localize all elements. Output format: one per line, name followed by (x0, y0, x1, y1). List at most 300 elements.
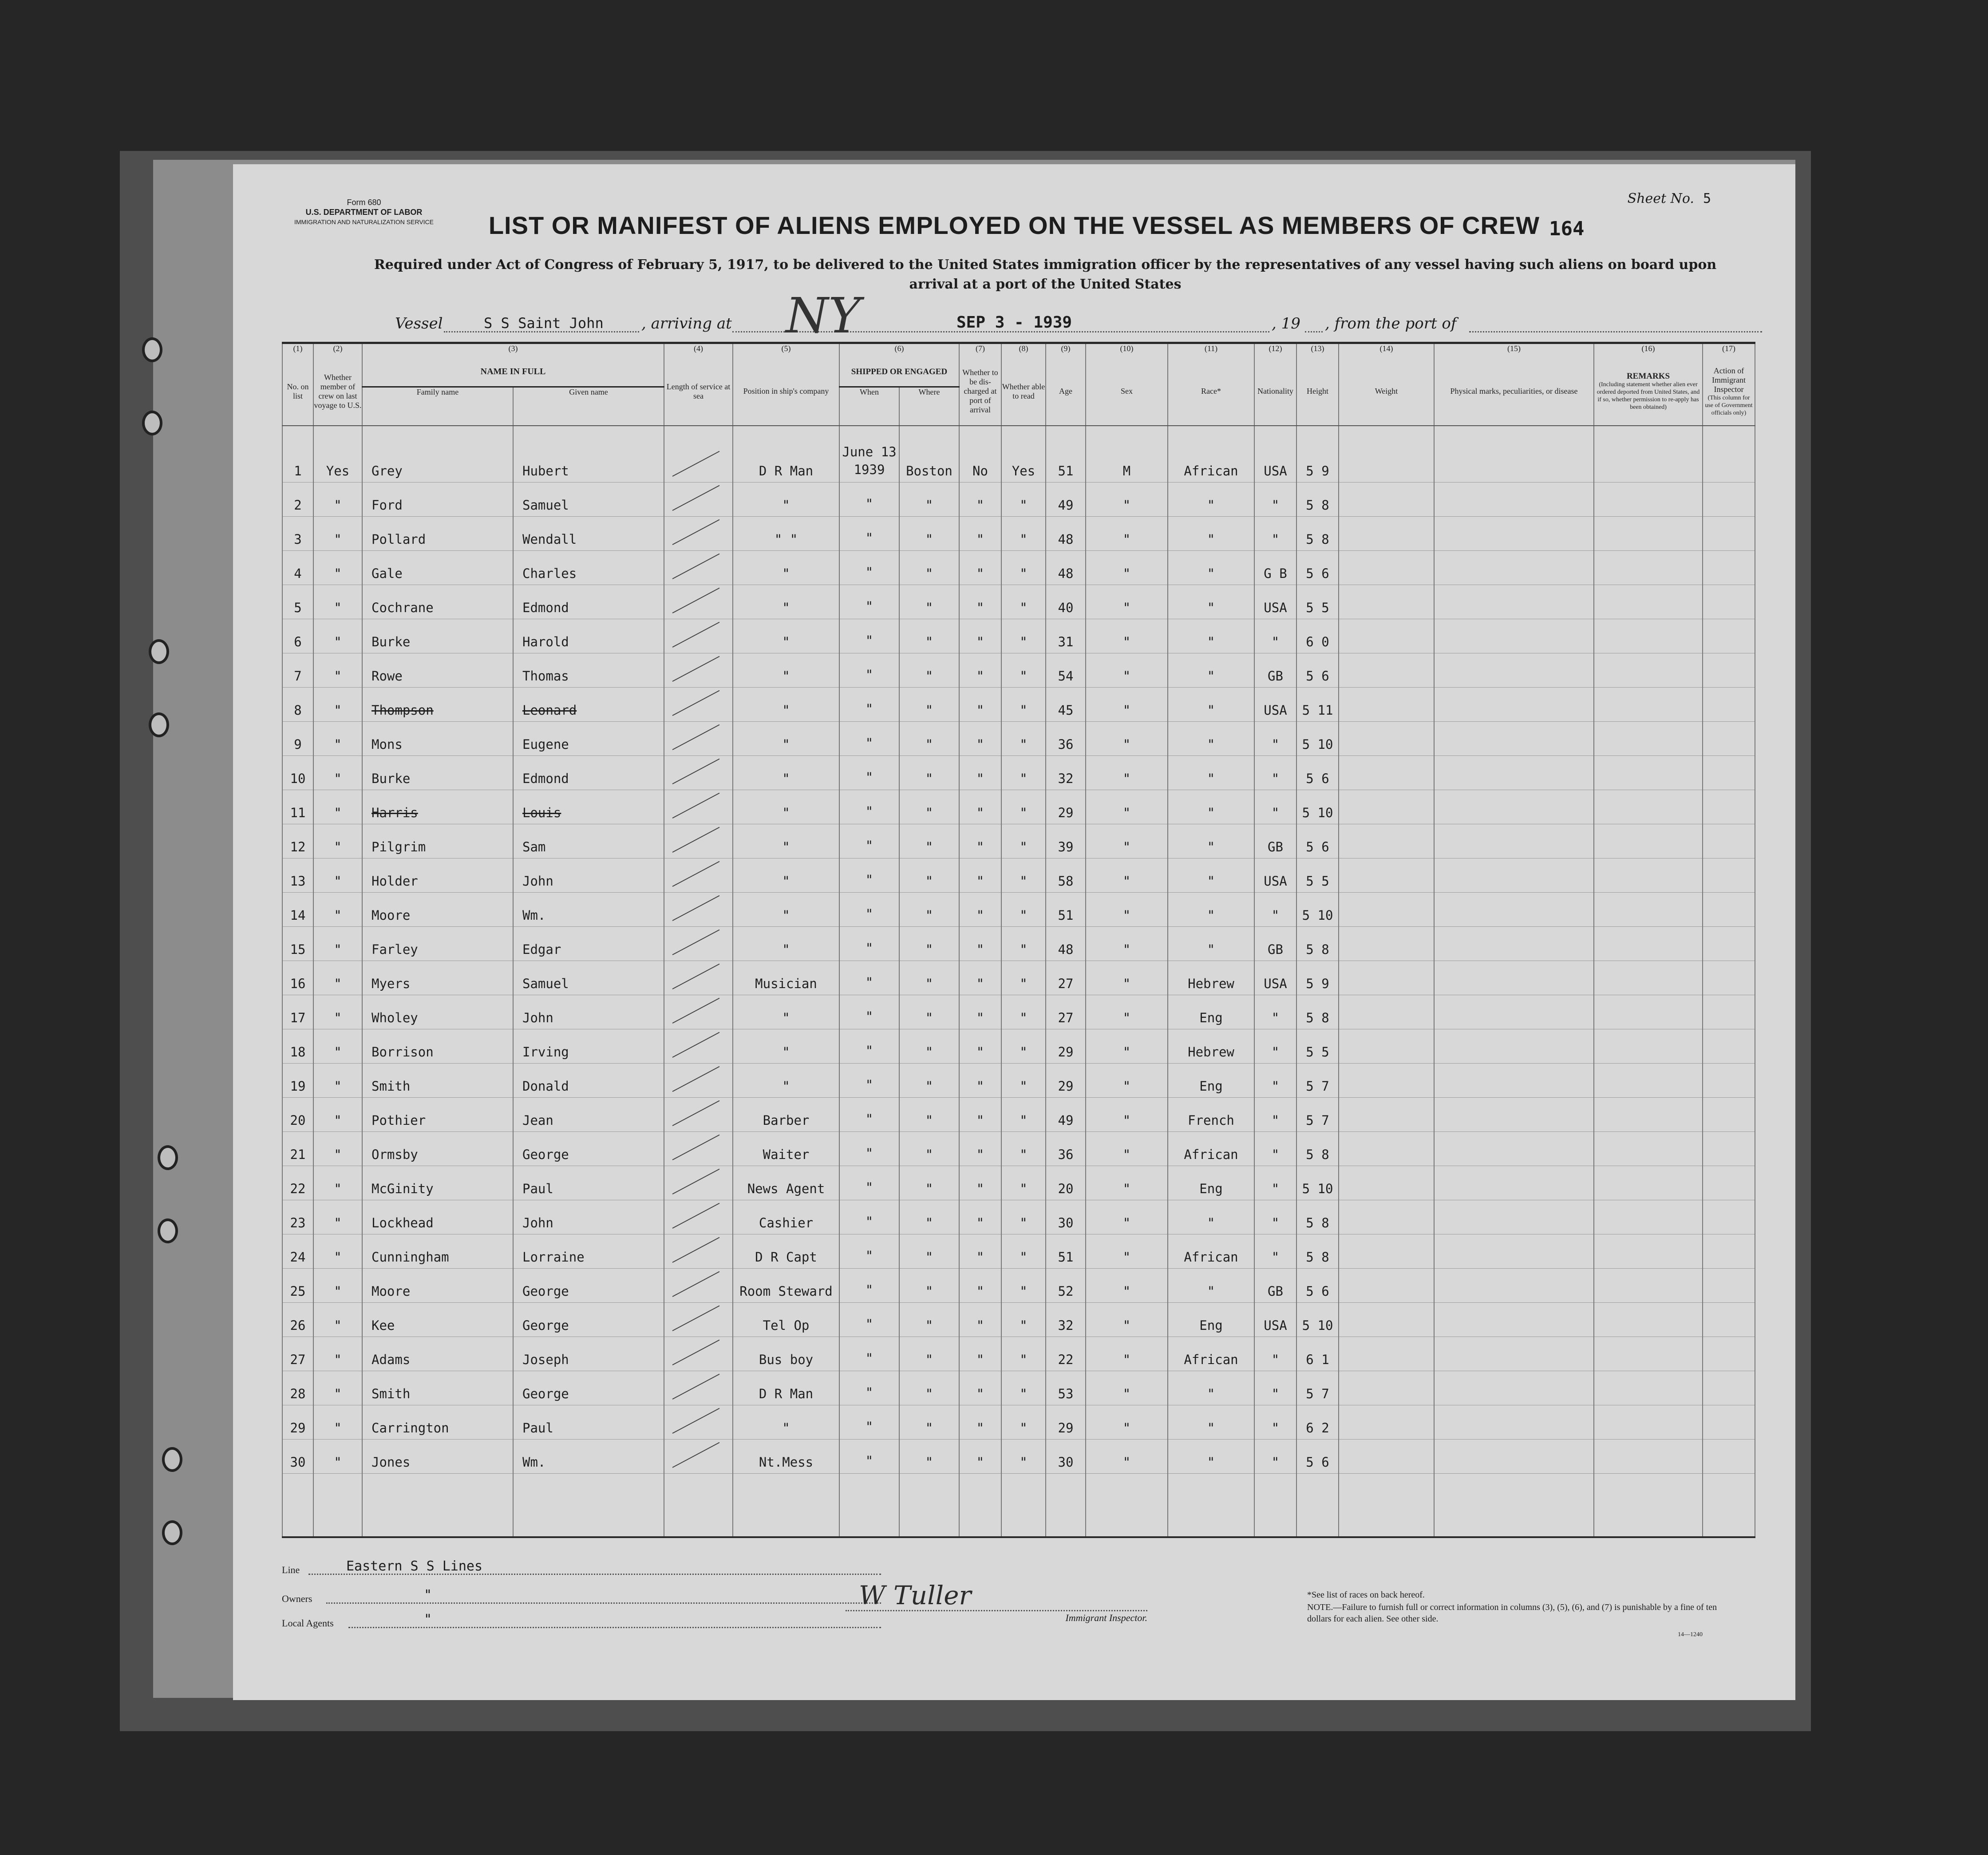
binder-hole (149, 639, 169, 664)
crew-no-cell: 27 (282, 1337, 313, 1371)
sex-cell: " (1086, 483, 1168, 517)
given-name-cell: John (513, 858, 664, 893)
crew-no-cell: 18 (282, 1029, 313, 1064)
remarks-cell (1594, 858, 1703, 893)
family-name-cell: Ormsby (362, 1132, 513, 1166)
height-cell: 5 7 (1296, 1098, 1339, 1132)
able-to-read-cell: " (1001, 1029, 1046, 1064)
footer-line (282, 1558, 881, 1576)
weight-cell (1339, 551, 1434, 585)
header-remarks (1594, 357, 1703, 426)
empty-cell (1046, 1474, 1086, 1538)
age-cell: 40 (1046, 585, 1086, 619)
inspector-action-cell (1703, 517, 1755, 551)
physical-marks-cell (1434, 585, 1594, 619)
length-of-service-cell (664, 1405, 733, 1440)
family-name-cell: Myers (362, 961, 513, 995)
from-port-label: , from the port of (1325, 315, 1457, 332)
shipped-when-cell: " (839, 995, 899, 1029)
pencil-tick-mark (672, 1374, 720, 1400)
position-cell: Barber (733, 1098, 839, 1132)
position-cell: D R Capt (733, 1234, 839, 1269)
inspector-action-cell (1703, 790, 1755, 824)
last-voyage-cell: " (313, 961, 362, 995)
remarks-cell (1594, 1405, 1703, 1440)
remarks-cell (1594, 1166, 1703, 1200)
last-voyage-cell: " (313, 1132, 362, 1166)
race-cell: Eng (1168, 995, 1254, 1029)
empty-cell (1296, 1474, 1339, 1538)
age-cell: 30 (1046, 1200, 1086, 1234)
crew-row (282, 927, 1755, 961)
height-cell: 5 6 (1296, 824, 1339, 858)
able-to-read-cell: " (1001, 1303, 1046, 1337)
nationality-cell: " (1254, 1200, 1296, 1234)
nationality-cell: USA (1254, 1303, 1296, 1337)
position-cell: " (733, 756, 839, 790)
position-cell: Bus boy (733, 1337, 839, 1371)
empty-cell (839, 1474, 899, 1538)
crew-manifest-table (282, 342, 1755, 1538)
height-cell: 5 9 (1296, 426, 1339, 483)
able-to-read-cell: " (1001, 927, 1046, 961)
empty-cell (282, 1474, 313, 1538)
vessel-line (395, 287, 1860, 344)
last-voyage-cell: " (313, 653, 362, 688)
shipped-where-cell: " (899, 1132, 959, 1166)
sex-cell: " (1086, 551, 1168, 585)
pencil-tick-mark (672, 1169, 720, 1194)
binder-hole (149, 712, 169, 737)
col-num-5: (5) (733, 343, 839, 358)
crew-no-cell: 2 (282, 483, 313, 517)
crew-no-cell: 5 (282, 585, 313, 619)
height-cell: 5 8 (1296, 995, 1339, 1029)
discharged-cell: " (959, 551, 1001, 585)
physical-marks-cell (1434, 961, 1594, 995)
header-no-on-list: No. on list (282, 357, 313, 426)
nationality-cell: " (1254, 1337, 1296, 1371)
col-num-3: (3) (362, 343, 664, 358)
height-cell: 6 2 (1296, 1405, 1339, 1440)
length-of-service-cell (664, 824, 733, 858)
remarks-cell (1594, 1234, 1703, 1269)
age-cell: 36 (1046, 722, 1086, 756)
shipped-when-cell: " (839, 1166, 899, 1200)
last-voyage-cell: " (313, 1234, 362, 1269)
race-cell: " (1168, 1405, 1254, 1440)
last-voyage-cell: " (313, 995, 362, 1029)
col-num-2: (2) (313, 343, 362, 358)
crew-no-cell: 19 (282, 1064, 313, 1098)
race-cell: African (1168, 426, 1254, 483)
race-cell: " (1168, 517, 1254, 551)
discharged-cell: " (959, 1440, 1001, 1474)
discharged-cell: " (959, 1029, 1001, 1064)
inspector-action-cell (1703, 824, 1755, 858)
inspector-action-cell (1703, 1405, 1755, 1440)
remarks-cell (1594, 1200, 1703, 1234)
weight-cell (1339, 1337, 1434, 1371)
race-cell: Eng (1168, 1303, 1254, 1337)
last-voyage-cell: " (313, 1166, 362, 1200)
weight-cell (1339, 1405, 1434, 1440)
pencil-tick-mark (672, 1271, 720, 1297)
position-cell: " (733, 1029, 839, 1064)
able-to-read-cell: " (1001, 1337, 1046, 1371)
empty-cell (733, 1474, 839, 1538)
given-name-cell: Harold (513, 619, 664, 653)
length-of-service-cell (664, 1064, 733, 1098)
remarks-cell (1594, 551, 1703, 585)
age-cell: 48 (1046, 551, 1086, 585)
crew-row (282, 1440, 1755, 1474)
col-num-15: (15) (1434, 343, 1594, 358)
header-position: Position in ship's company (733, 357, 839, 426)
race-cell: " (1168, 1440, 1254, 1474)
header-physical-marks: Physical marks, peculiarities, or disease (1434, 357, 1594, 426)
race-cell: Eng (1168, 1064, 1254, 1098)
inspector-action-cell (1703, 1337, 1755, 1371)
col-num-10: (10) (1086, 343, 1168, 358)
last-voyage-cell: " (313, 858, 362, 893)
family-name-cell: Kee (362, 1303, 513, 1337)
inspector-action-cell (1703, 688, 1755, 722)
position-cell: Room Steward (733, 1269, 839, 1303)
shipped-when-cell: " (839, 1371, 899, 1405)
line-label: Line (282, 1564, 300, 1575)
remarks-cell (1594, 1064, 1703, 1098)
form-number: Form 680 (347, 198, 381, 207)
position-cell: D R Man (733, 1371, 839, 1405)
shipped-when-cell: " (839, 1132, 899, 1166)
sex-cell: " (1086, 1269, 1168, 1303)
owners-label: Owners (282, 1593, 312, 1604)
position-cell: " (733, 995, 839, 1029)
physical-marks-cell (1434, 756, 1594, 790)
crew-row (282, 585, 1755, 619)
given-name-cell: George (513, 1371, 664, 1405)
age-cell: 58 (1046, 858, 1086, 893)
age-cell: 48 (1046, 927, 1086, 961)
crew-no-cell: 28 (282, 1371, 313, 1405)
inspector-action-cell (1703, 551, 1755, 585)
given-name-cell: Paul (513, 1166, 664, 1200)
footer-agents (282, 1611, 881, 1629)
empty-cell (1339, 1474, 1434, 1538)
shipped-when-cell: " (839, 619, 899, 653)
stamp-number: 164 (1549, 218, 1585, 240)
discharged-cell: " (959, 585, 1001, 619)
given-name-cell: Wm. (513, 1440, 664, 1474)
shipped-where-cell: " (899, 688, 959, 722)
crew-row (282, 995, 1755, 1029)
discharged-cell: No (959, 426, 1001, 483)
given-name-cell: George (513, 1132, 664, 1166)
sheet-value: 5 (1703, 191, 1711, 206)
age-cell: 29 (1046, 1064, 1086, 1098)
remarks-cell (1594, 653, 1703, 688)
physical-marks-cell (1434, 1132, 1594, 1166)
header-name-in-full: NAME IN FULL (362, 357, 664, 387)
age-cell: 54 (1046, 653, 1086, 688)
given-name-cell: Samuel (513, 483, 664, 517)
physical-marks-cell (1434, 1405, 1594, 1440)
age-cell: 27 (1046, 995, 1086, 1029)
inspector-action-cell (1703, 1166, 1755, 1200)
crew-no-cell: 3 (282, 517, 313, 551)
weight-cell (1339, 1269, 1434, 1303)
length-of-service-cell (664, 1337, 733, 1371)
crew-row (282, 1371, 1755, 1405)
pencil-tick-mark (672, 724, 720, 750)
family-name-cell: Holder (362, 858, 513, 893)
family-name-cell: Gale (362, 551, 513, 585)
crew-no-cell: 25 (282, 1269, 313, 1303)
empty-cell (1594, 1474, 1703, 1538)
age-cell: 48 (1046, 517, 1086, 551)
empty-cell (362, 1474, 513, 1538)
shipped-when-cell: " (839, 653, 899, 688)
remarks-cell (1594, 927, 1703, 961)
crew-no-cell: 22 (282, 1166, 313, 1200)
weight-cell (1339, 961, 1434, 995)
crew-row (282, 1132, 1755, 1166)
race-cell: " (1168, 927, 1254, 961)
header-last-voyage: Whether member of crew on last voyage to U.S. (313, 357, 362, 426)
family-name-cell: Pilgrim (362, 824, 513, 858)
nationality-cell: " (1254, 893, 1296, 927)
remarks-title: REMARKS (1626, 372, 1670, 381)
race-cell: " (1168, 1371, 1254, 1405)
race-cell: " (1168, 1269, 1254, 1303)
col-num-17: (17) (1703, 343, 1755, 358)
able-to-read-cell: " (1001, 688, 1046, 722)
position-cell: " (733, 722, 839, 756)
physical-marks-cell (1434, 653, 1594, 688)
date-stamp: SEP 3 - 1939 (956, 313, 1072, 332)
given-name-cell: Charles (513, 551, 664, 585)
crew-no-cell: 4 (282, 551, 313, 585)
crew-no-cell: 30 (282, 1440, 313, 1474)
length-of-service-cell (664, 1098, 733, 1132)
pencil-tick-mark (672, 1135, 720, 1160)
position-cell: " (733, 927, 839, 961)
race-cell: Eng (1168, 1166, 1254, 1200)
age-cell: 22 (1046, 1337, 1086, 1371)
position-cell: Cashier (733, 1200, 839, 1234)
column-number-row (282, 343, 1755, 358)
shipped-where-cell: " (899, 927, 959, 961)
weight-cell (1339, 756, 1434, 790)
shipped-where-cell: " (899, 551, 959, 585)
sex-cell: " (1086, 653, 1168, 688)
length-of-service-cell (664, 858, 733, 893)
col-num-8: (8) (1001, 343, 1046, 358)
weight-cell (1339, 1200, 1434, 1234)
col-num-6: (6) (839, 343, 959, 358)
physical-marks-cell (1434, 824, 1594, 858)
able-to-read-cell: " (1001, 1200, 1046, 1234)
remarks-cell (1594, 756, 1703, 790)
discharged-cell: " (959, 1234, 1001, 1269)
pencil-tick-mark (672, 588, 720, 613)
shipped-where-cell: " (899, 1269, 959, 1303)
age-cell: 51 (1046, 893, 1086, 927)
age-cell: 49 (1046, 483, 1086, 517)
last-voyage-cell: " (313, 1098, 362, 1132)
empty-cell (1254, 1474, 1296, 1538)
physical-marks-cell (1434, 893, 1594, 927)
discharged-cell: " (959, 1166, 1001, 1200)
shipped-when-cell: June 13 1939 (839, 426, 899, 483)
remarks-cell (1594, 824, 1703, 858)
height-cell: 5 5 (1296, 858, 1339, 893)
last-voyage-cell: " (313, 1405, 362, 1440)
race-cell: " (1168, 688, 1254, 722)
race-cell: " (1168, 893, 1254, 927)
able-to-read-cell: " (1001, 551, 1046, 585)
weight-cell (1339, 927, 1434, 961)
empty-cell (959, 1474, 1001, 1538)
header-weight: Weight (1339, 357, 1434, 426)
length-of-service-cell (664, 1269, 733, 1303)
pencil-tick-mark (672, 451, 720, 477)
remarks-cell (1594, 1132, 1703, 1166)
pencil-tick-mark (672, 690, 720, 716)
pencil-tick-mark (672, 1032, 720, 1058)
inspector-action-cell (1703, 1132, 1755, 1166)
family-name-cell: Grey (362, 426, 513, 483)
sex-cell: " (1086, 1303, 1168, 1337)
given-name-cell: Joseph (513, 1337, 664, 1371)
family-name-cell: Burke (362, 619, 513, 653)
shipped-where-cell: Boston (899, 426, 959, 483)
family-name-cell: Mons (362, 722, 513, 756)
able-to-read-cell: " (1001, 1166, 1046, 1200)
last-voyage-cell: " (313, 1337, 362, 1371)
nationality-cell: GB (1254, 653, 1296, 688)
sex-cell: " (1086, 1405, 1168, 1440)
shipped-where-cell: " (899, 619, 959, 653)
nationality-cell: USA (1254, 426, 1296, 483)
given-name-cell: Louis (513, 790, 664, 824)
crew-no-cell: 24 (282, 1234, 313, 1269)
race-cell: " (1168, 585, 1254, 619)
age-cell: 51 (1046, 426, 1086, 483)
header-shipped-engaged: SHIPPED OR ENGAGED (839, 357, 959, 387)
age-cell: 49 (1046, 1098, 1086, 1132)
position-cell: " (733, 619, 839, 653)
discharged-cell: " (959, 756, 1001, 790)
physical-marks-cell (1434, 858, 1594, 893)
height-cell: 5 6 (1296, 1269, 1339, 1303)
shipped-where-cell: " (899, 1064, 959, 1098)
remarks-cell (1594, 1098, 1703, 1132)
remarks-cell (1594, 688, 1703, 722)
shipped-where-cell: " (899, 961, 959, 995)
arriving-port-handwritten: NY (786, 287, 861, 344)
pencil-tick-mark (672, 656, 720, 682)
physical-marks-cell (1434, 1064, 1594, 1098)
crew-row (282, 1029, 1755, 1064)
nationality-cell: " (1254, 1029, 1296, 1064)
penalty-note: NOTE.—Failure to furnish full or correct information in columns (3), (5), (6), and (7) is punishable by a fine of ten dollars for each alien. See other side. (1307, 1602, 1717, 1624)
nationality-cell: " (1254, 1166, 1296, 1200)
weight-cell (1339, 995, 1434, 1029)
crew-no-cell: 13 (282, 858, 313, 893)
discharged-cell: " (959, 790, 1001, 824)
race-cell: " (1168, 722, 1254, 756)
header-length-service: Length of service at sea (664, 357, 733, 426)
crew-row (282, 722, 1755, 756)
given-name-cell: Edmond (513, 585, 664, 619)
nationality-cell: " (1254, 756, 1296, 790)
discharged-cell: " (959, 893, 1001, 927)
crew-row (282, 1200, 1755, 1234)
nationality-cell: GB (1254, 824, 1296, 858)
binder-hole (142, 411, 162, 435)
physical-marks-cell (1434, 1200, 1594, 1234)
given-name-cell: Hubert (513, 426, 664, 483)
header-able-read: Whether able to read (1001, 357, 1046, 426)
length-of-service-cell (664, 1166, 733, 1200)
inspector-signature: W Tuller (859, 1580, 972, 1610)
col-num-14: (14) (1339, 343, 1434, 358)
col-num-1: (1) (282, 343, 313, 358)
family-name-cell: Smith (362, 1064, 513, 1098)
last-voyage-cell: " (313, 1064, 362, 1098)
nationality-cell: " (1254, 1234, 1296, 1269)
last-voyage-cell: " (313, 1440, 362, 1474)
length-of-service-cell (664, 653, 733, 688)
discharged-cell: " (959, 824, 1001, 858)
sex-cell: " (1086, 961, 1168, 995)
empty-cell (899, 1474, 959, 1538)
family-name-cell: Burke (362, 756, 513, 790)
height-cell: 5 8 (1296, 1200, 1339, 1234)
race-cell: " (1168, 824, 1254, 858)
last-voyage-cell: " (313, 1371, 362, 1405)
inspector-action-cell (1703, 1200, 1755, 1234)
position-cell: " (733, 1064, 839, 1098)
sex-cell: " (1086, 1029, 1168, 1064)
weight-cell (1339, 1029, 1434, 1064)
pencil-tick-mark (672, 827, 720, 853)
shipped-where-cell: " (899, 893, 959, 927)
binder-hole (142, 337, 162, 362)
sheet-number (1628, 191, 1711, 206)
discharged-cell: " (959, 619, 1001, 653)
discharged-cell: " (959, 1337, 1001, 1371)
shipped-when-cell: " (839, 483, 899, 517)
pencil-tick-mark (672, 1442, 720, 1468)
crew-row (282, 1064, 1755, 1098)
crew-no-cell: 7 (282, 653, 313, 688)
family-name-cell: Carrington (362, 1405, 513, 1440)
col-num-16: (16) (1594, 343, 1703, 358)
nationality-cell: " (1254, 995, 1296, 1029)
nationality-cell: USA (1254, 585, 1296, 619)
nationality-cell: " (1254, 1405, 1296, 1440)
family-name-cell: Ford (362, 483, 513, 517)
last-voyage-cell: " (313, 722, 362, 756)
race-cell: " (1168, 619, 1254, 653)
nationality-cell: " (1254, 1132, 1296, 1166)
nationality-cell: " (1254, 1064, 1296, 1098)
crew-row (282, 619, 1755, 653)
empty-cell (1434, 1474, 1594, 1538)
